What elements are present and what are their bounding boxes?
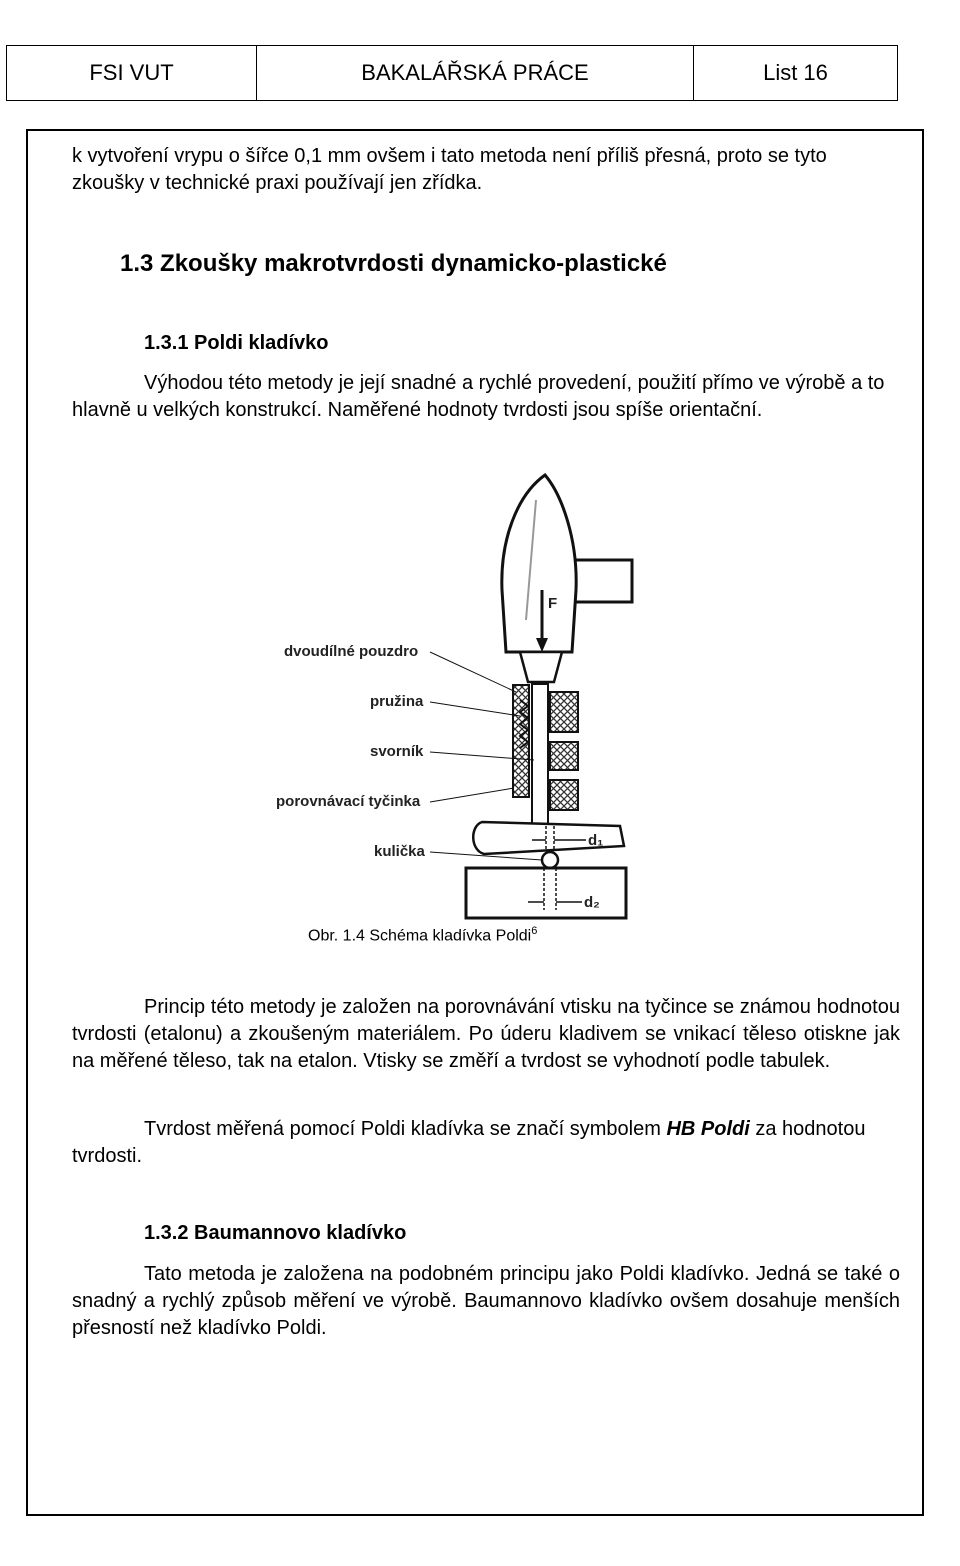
d2-label: d₂ [584, 894, 600, 911]
ball-label: kulička [374, 843, 425, 860]
poldi-paragraph: Výhodou této metody je její snadné a rychlé provedení, použití přímo ve výrobě a to hlavně u velkých konstrukcí. Naměřené hodnoty tvrdosti jsou spíše orientační. [72, 372, 885, 421]
page-header [6, 45, 898, 101]
force-label: F [548, 595, 558, 612]
ball [542, 852, 558, 868]
header-document-type: BAKALÁŘSKÁ PRÁCE [257, 46, 694, 100]
header-page-number: List 16 [763, 60, 828, 85]
poldi-hammer-diagram [270, 470, 640, 920]
symbol-text-before: Tvrdost měřená pomocí Poldi kladívka se značí symbolem [144, 1118, 667, 1140]
d1-label: d₁ [588, 832, 604, 849]
bar-label: porovnávací tyčinka [276, 793, 421, 810]
symbol-paragraph [72, 1116, 900, 1170]
spring-label: pružina [370, 693, 424, 710]
striker-pin [520, 652, 562, 682]
hammer-head [502, 475, 576, 652]
figure-caption [308, 925, 537, 945]
hb-poldi-symbol: HB Poldi [666, 1118, 750, 1140]
figure-caption-text: Obr. 1.4 Schéma kladívka Poldi [308, 927, 532, 945]
pin-label: svorník [370, 743, 424, 760]
section-heading: 1.3 Zkoušky makrotvrdosti dynamicko-plastické [120, 250, 667, 277]
subsection-heading-baumann: 1.3.2 Baumannovo kladívko [144, 1222, 407, 1244]
test-specimen [466, 868, 626, 918]
intro-paragraph: k vytvoření vrypu o šířce 0,1 mm ovšem i tato metoda není příliš přesná, proto se tyto zkoušky v technické praxi používají jen zřídka. [72, 145, 827, 194]
baumann-paragraph: Tato metoda je založena na podobném principu jako Poldi kladívko. Jedná se také o snadný a rychlý způsob měření ve výrobě. Baumannovo kladívko ovšem dosahuje menších přesností než kladívko Poldi. [72, 1263, 900, 1339]
subsection-heading-poldi: 1.3.1 Poldi kladívko [144, 332, 329, 354]
figure-caption-reference: 6 [531, 925, 538, 937]
central-pin [532, 684, 548, 824]
header-institution: FSI VUT [7, 46, 257, 100]
principle-paragraph: Princip této metody je založen na porovnávání vtisku na tyčince se známou hodnotou tvrdosti (etalonu) a zkoušeným materiálem. Po úderu kladivem se vnikací těleso otiskne jak na měřené těleso, tak na etalon. Vtisky se změří a tvrdost se vyhodnotí podle tabulek. [72, 996, 900, 1072]
symbol-text-after: za hodnotou tvrdosti. [72, 1118, 866, 1167]
sleeve-label: dvoudílné pouzdro [284, 643, 419, 660]
poldi-hammer-figure [270, 470, 640, 920]
sleeve-right [550, 692, 578, 732]
